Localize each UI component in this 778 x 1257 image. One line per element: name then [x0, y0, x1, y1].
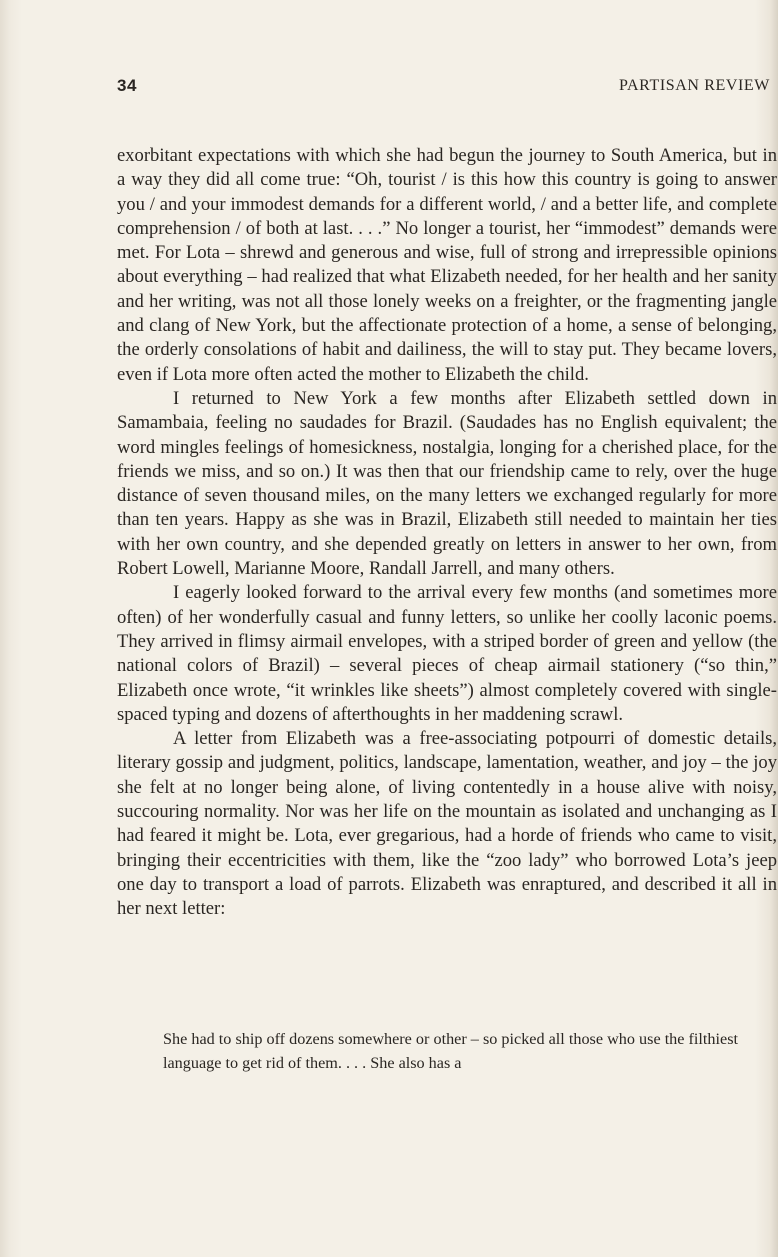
paragraph: I returned to New York a few months after Elizabeth settled down in Samambaia, feeling no saudades for Brazil. (Saudades has no English equivalent; the word mingles feelings of homesickness, nostalgia, longing for a cherished place, for the friends we miss, and so on.) It was then that our friendship came to rely, over the huge distance of seven thousand miles, on the many letters we exchanged regularly for more than ten years. Happy as she was in Brazil, Elizabeth still needed to maintain her ties with her own country, and she depended greatly on letters in answer to her own, from Robert Lowell, Marianne Moore, Randall Jarrell, and many others. [117, 387, 777, 580]
page-header [117, 76, 770, 100]
paragraph: A letter from Elizabeth was a free-associating potpourri of domestic details, literary gossip and judgment, politics, landscape, lamentation, weather, and joy – the joy she felt at no longer being alone, of living contentedly in a house alive with noisy, succouring normality. Nor was her life on the mountain as isolated and unchanging as I had feared it might be. Lota, ever gregarious, had a horde of friends who came to visit, bringing their eccentricities with them, like the “zoo lady” who borrowed Lota’s jeep one day to transport a load of parrots. Elizabeth was enraptured, and described it all in her next letter: [117, 728, 777, 920]
block-quote [163, 1027, 738, 1075]
running-head: PARTISAN REVIEW [618, 77, 770, 94]
body-text [117, 144, 777, 922]
quote-text: She had to ship off dozens somewhere or other – so picked all those who use the filthiest language to get rid of them. . . . She also has a [163, 1030, 738, 1072]
paragraph: exorbitant expectations with which she had begun the journey to South America, but in a way they did all come true: “Oh, tourist / is this how this country is going to answer you / and your immodest demands for a different world, / and a better life, and complete comprehension / of both at last. . . .” No longer a tourist, her “immodest” demands were met. For Lota – shrewd and generous and wise, full of strong and irrepressible opinions about everything – had realized that what Elizabeth needed, for her health and her sanity and her writing, was not all those lonely weeks on a freighter, or the fragmenting jangle and clang of New York, but the affectionate protection of a home, a sense of belonging, the orderly consolations of habit and dailiness, the will to stay put. They became lovers, even if Lota more often acted the mother to Elizabeth the child. [117, 145, 777, 385]
page-number: 34 [117, 76, 137, 95]
paragraph: I eagerly looked forward to the arrival every few months (and sometimes more often) of her wonderfully casual and funny letters, so unlike her coolly laconic poems. They arrived in flimsy airmail envelopes, with a striped border of green and yellow (the national colors of Brazil) – several pieces of cheap airmail stationery (“so thin,” Elizabeth once wrote, “it wrinkles like sheets”) almost completely covered with single-spaced typing and dozens of afterthoughts in her maddening scrawl. [117, 582, 777, 725]
